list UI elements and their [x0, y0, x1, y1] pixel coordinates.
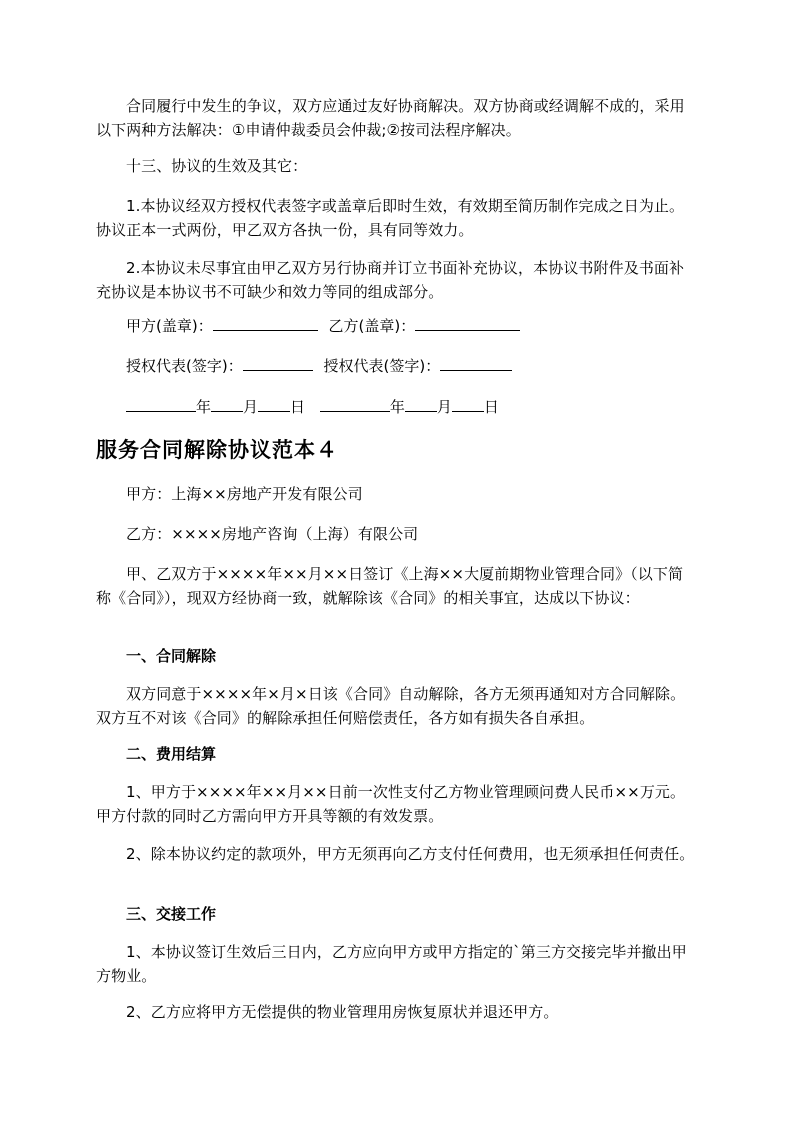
date-b-day-label: 日 — [483, 398, 499, 416]
party-b-seal-blank[interactable] — [415, 316, 520, 331]
date-b-day-blank[interactable] — [452, 397, 484, 412]
section-3-heading: 三、交接工作 — [126, 905, 217, 923]
rep-a-blank[interactable] — [243, 356, 313, 371]
party-b-seal-label: 乙方(盖章)： — [328, 317, 416, 335]
rep-b-label: 授权代表(签字)： — [323, 357, 441, 375]
seal-line — [96, 314, 728, 338]
date-a-day-blank[interactable] — [258, 397, 290, 412]
party-b-line: 乙方：××××房地产咨询（上海）有限公司 — [126, 525, 419, 543]
clause-13-1: 1.本协议经双方授权代表签字或盖章后即时生效，有效期至简历制作完成之日为止。协议正本一式两份，甲乙双方各执一份，具有同等效力。 — [96, 197, 685, 239]
date-a-year-blank[interactable] — [126, 397, 196, 412]
section-2-heading: 二、费用结算 — [126, 745, 217, 763]
representative-line — [96, 354, 728, 378]
section-2-item-2: 2、除本协议约定的款项外，甲方无须再向乙方支付任何费用，也无须承担任何责任。 — [126, 845, 695, 863]
party-a-line: 甲方：上海××房地产开发有限公司 — [126, 485, 363, 503]
date-a-day-label: 日 — [290, 398, 306, 416]
date-line — [96, 395, 728, 419]
section-1-heading: 一、合同解除 — [126, 647, 217, 665]
section-13-heading: 十三、协议的生效及其它： — [126, 157, 308, 175]
date-b-year-label: 年 — [389, 398, 405, 416]
date-a-month-blank[interactable] — [211, 397, 243, 412]
section-3-item-2: 2、乙方应将甲方无偿提供的物业管理用房恢复原状并退还甲方。 — [126, 1003, 559, 1021]
section-1-body: 双方同意于××××年×月×日该《合同》自动解除，各方无须再通知对方合同解除。双方互不对该《合同》的解除承担任何赔偿责任，各方如有损失各自承担。 — [96, 685, 686, 727]
dispute-resolution-paragraph: 合同履行中发生的争议，双方应通过友好协商解决。双方协商或经调解不成的，采用以下两种方法解决：①申请仲裁委员会仲裁;②按司法程序解决。 — [96, 97, 685, 139]
intro-paragraph: 甲、乙双方于××××年××月××日签订《上海××大厦前期物业管理合同》（以下简称《合同》），现双方经协商一致，就解除该《合同》的相关事宜，达成以下协议： — [96, 565, 684, 607]
party-a-seal-label: 甲方(盖章)： — [126, 317, 213, 335]
section-3-item-1: 1、本协议签订生效后三日内，乙方应向甲方或甲方指定的`第三方交接完毕并撤出甲方物业。 — [96, 943, 687, 985]
document-title: 服务合同解除协议范本４ — [96, 437, 338, 462]
date-a-year-label: 年 — [196, 398, 212, 416]
date-b-year-blank[interactable] — [320, 397, 390, 412]
rep-a-label: 授权代表(签字)： — [126, 357, 243, 375]
date-b-month-blank[interactable] — [405, 397, 437, 412]
date-a-month-label: 月 — [243, 398, 259, 416]
section-2-item-1: 1、甲方于××××年××月××日前一次性支付乙方物业管理顾问费人民币××万元。甲方付款的同时乙方需向甲方开具等额的有效发票。 — [96, 783, 686, 825]
party-a-seal-blank[interactable] — [213, 316, 318, 331]
clause-13-2: 2.本协议未尽事宜由甲乙双方另行协商并订立书面补充协议，本协议书附件及书面补充协议是本协议书不可缺少和效力等同的组成部分。 — [96, 259, 685, 301]
date-b-month-label: 月 — [436, 398, 452, 416]
rep-b-blank[interactable] — [440, 356, 512, 371]
